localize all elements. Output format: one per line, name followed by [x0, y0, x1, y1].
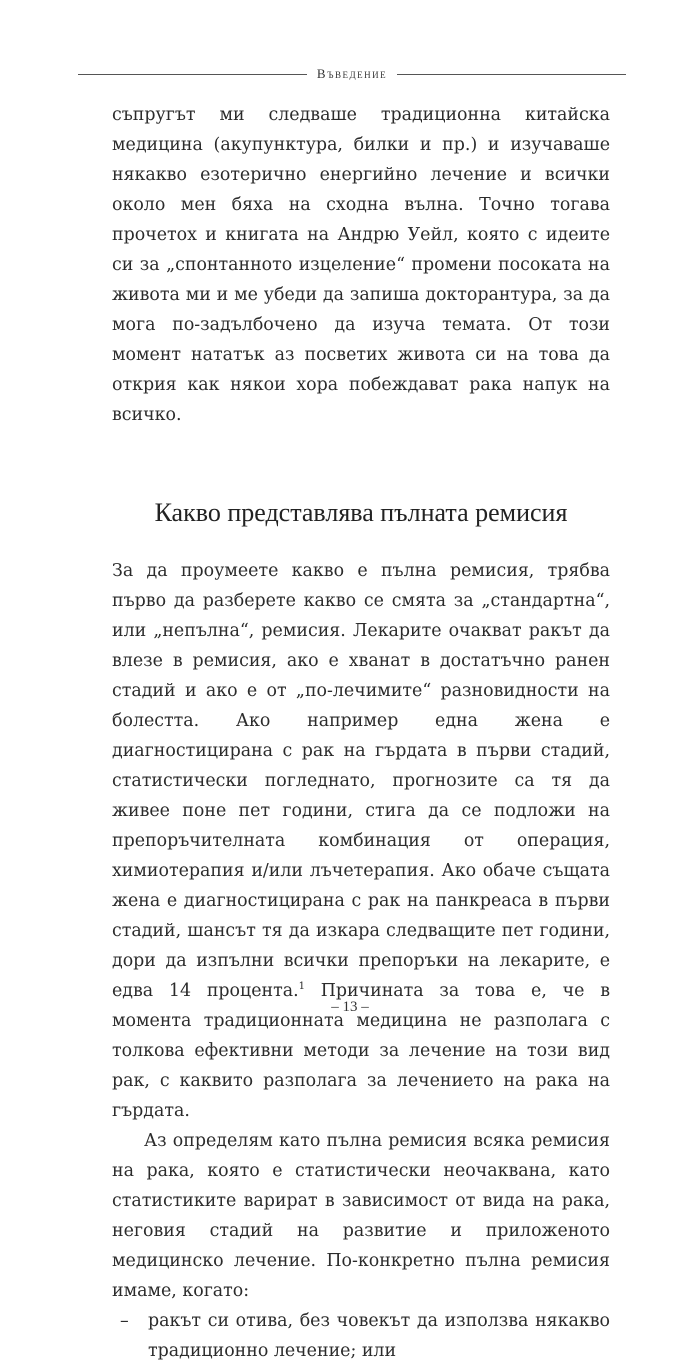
section-heading: Какво представлява пълната ремисия	[154, 498, 568, 527]
header-rule-left	[78, 74, 307, 75]
page-number: – 13 –	[331, 999, 369, 1015]
running-header	[78, 64, 626, 84]
paragraph-1-main: За да проумеете какво е пълна ремисия, трябва първо да разберете какво се смята за „стандартна“, или „непълна“, ремисия. Лекарите очакват ракът да влезе в ремисия, ако е хванат в достатъчно ранен стадий и ако е от „по-лечимите“ разновидности на болестта. Ако например една жена е диагностицирана с рак на гърдата в първи стадий, статистически погледнато, прогнозите са тя да живее поне пет години, стига да се подложи на препоръчителната комбинация от операция, химиотерапия и/или лъчетерапия. Ако обаче същата жена е диагностицирана с рак на панкреаса в първи стадий, шансът тя да изкара следващите пет години, дори да изпълни всички препоръки на лекарите, е едва 14 процента.	[112, 561, 610, 1001]
remission-criteria-list	[112, 1306, 610, 1366]
section-paragraph-1	[112, 556, 610, 1126]
list-dash: –	[120, 1311, 129, 1331]
paragraph-1-tail: Причината за това е, че в момента традиционната медицина не разполага с толкова ефективни методи за лечение на този вид рак, с каквито разполага за лечението на рака на гърдата.	[112, 981, 610, 1121]
intro-paragraph: съпругът ми следваше традиционна китайска медицина (акупунктура, билки и пр.) и изучаваше някакво езотерично енергийно лечение и всички около мен бяха на сходна вълна. Точно тогава прочетох и книгата на Андрю Уейл, която с идеите си за „спонтанното изцеление“ промени посоката на живота ми и ме убеди да запиша докторантура, за да мога по-задълбочено да изуча темата. От този момент нататък аз посветих живота си на това да открия как някои хора побеждават рака напук на всичко.	[112, 105, 610, 425]
footnote-ref: 1	[298, 981, 305, 993]
header-rule-right	[397, 74, 626, 75]
section-paragraph-2: Аз определям като пълна ремисия всяка ремисия на рака, която е статистически неочаквана, като статистиките варират в зависимост от вида на рака, неговия стадий на развитие и приложеното медицинско лечение. По-конкретно пълна ремисия имаме, когато:	[112, 1131, 610, 1301]
running-title: Въведение	[316, 66, 388, 81]
list-item	[112, 1306, 610, 1366]
list-item-text: ракът си отива, без човекът да използва някакво традиционно лечение; или	[148, 1311, 610, 1361]
page-body	[112, 100, 610, 1366]
